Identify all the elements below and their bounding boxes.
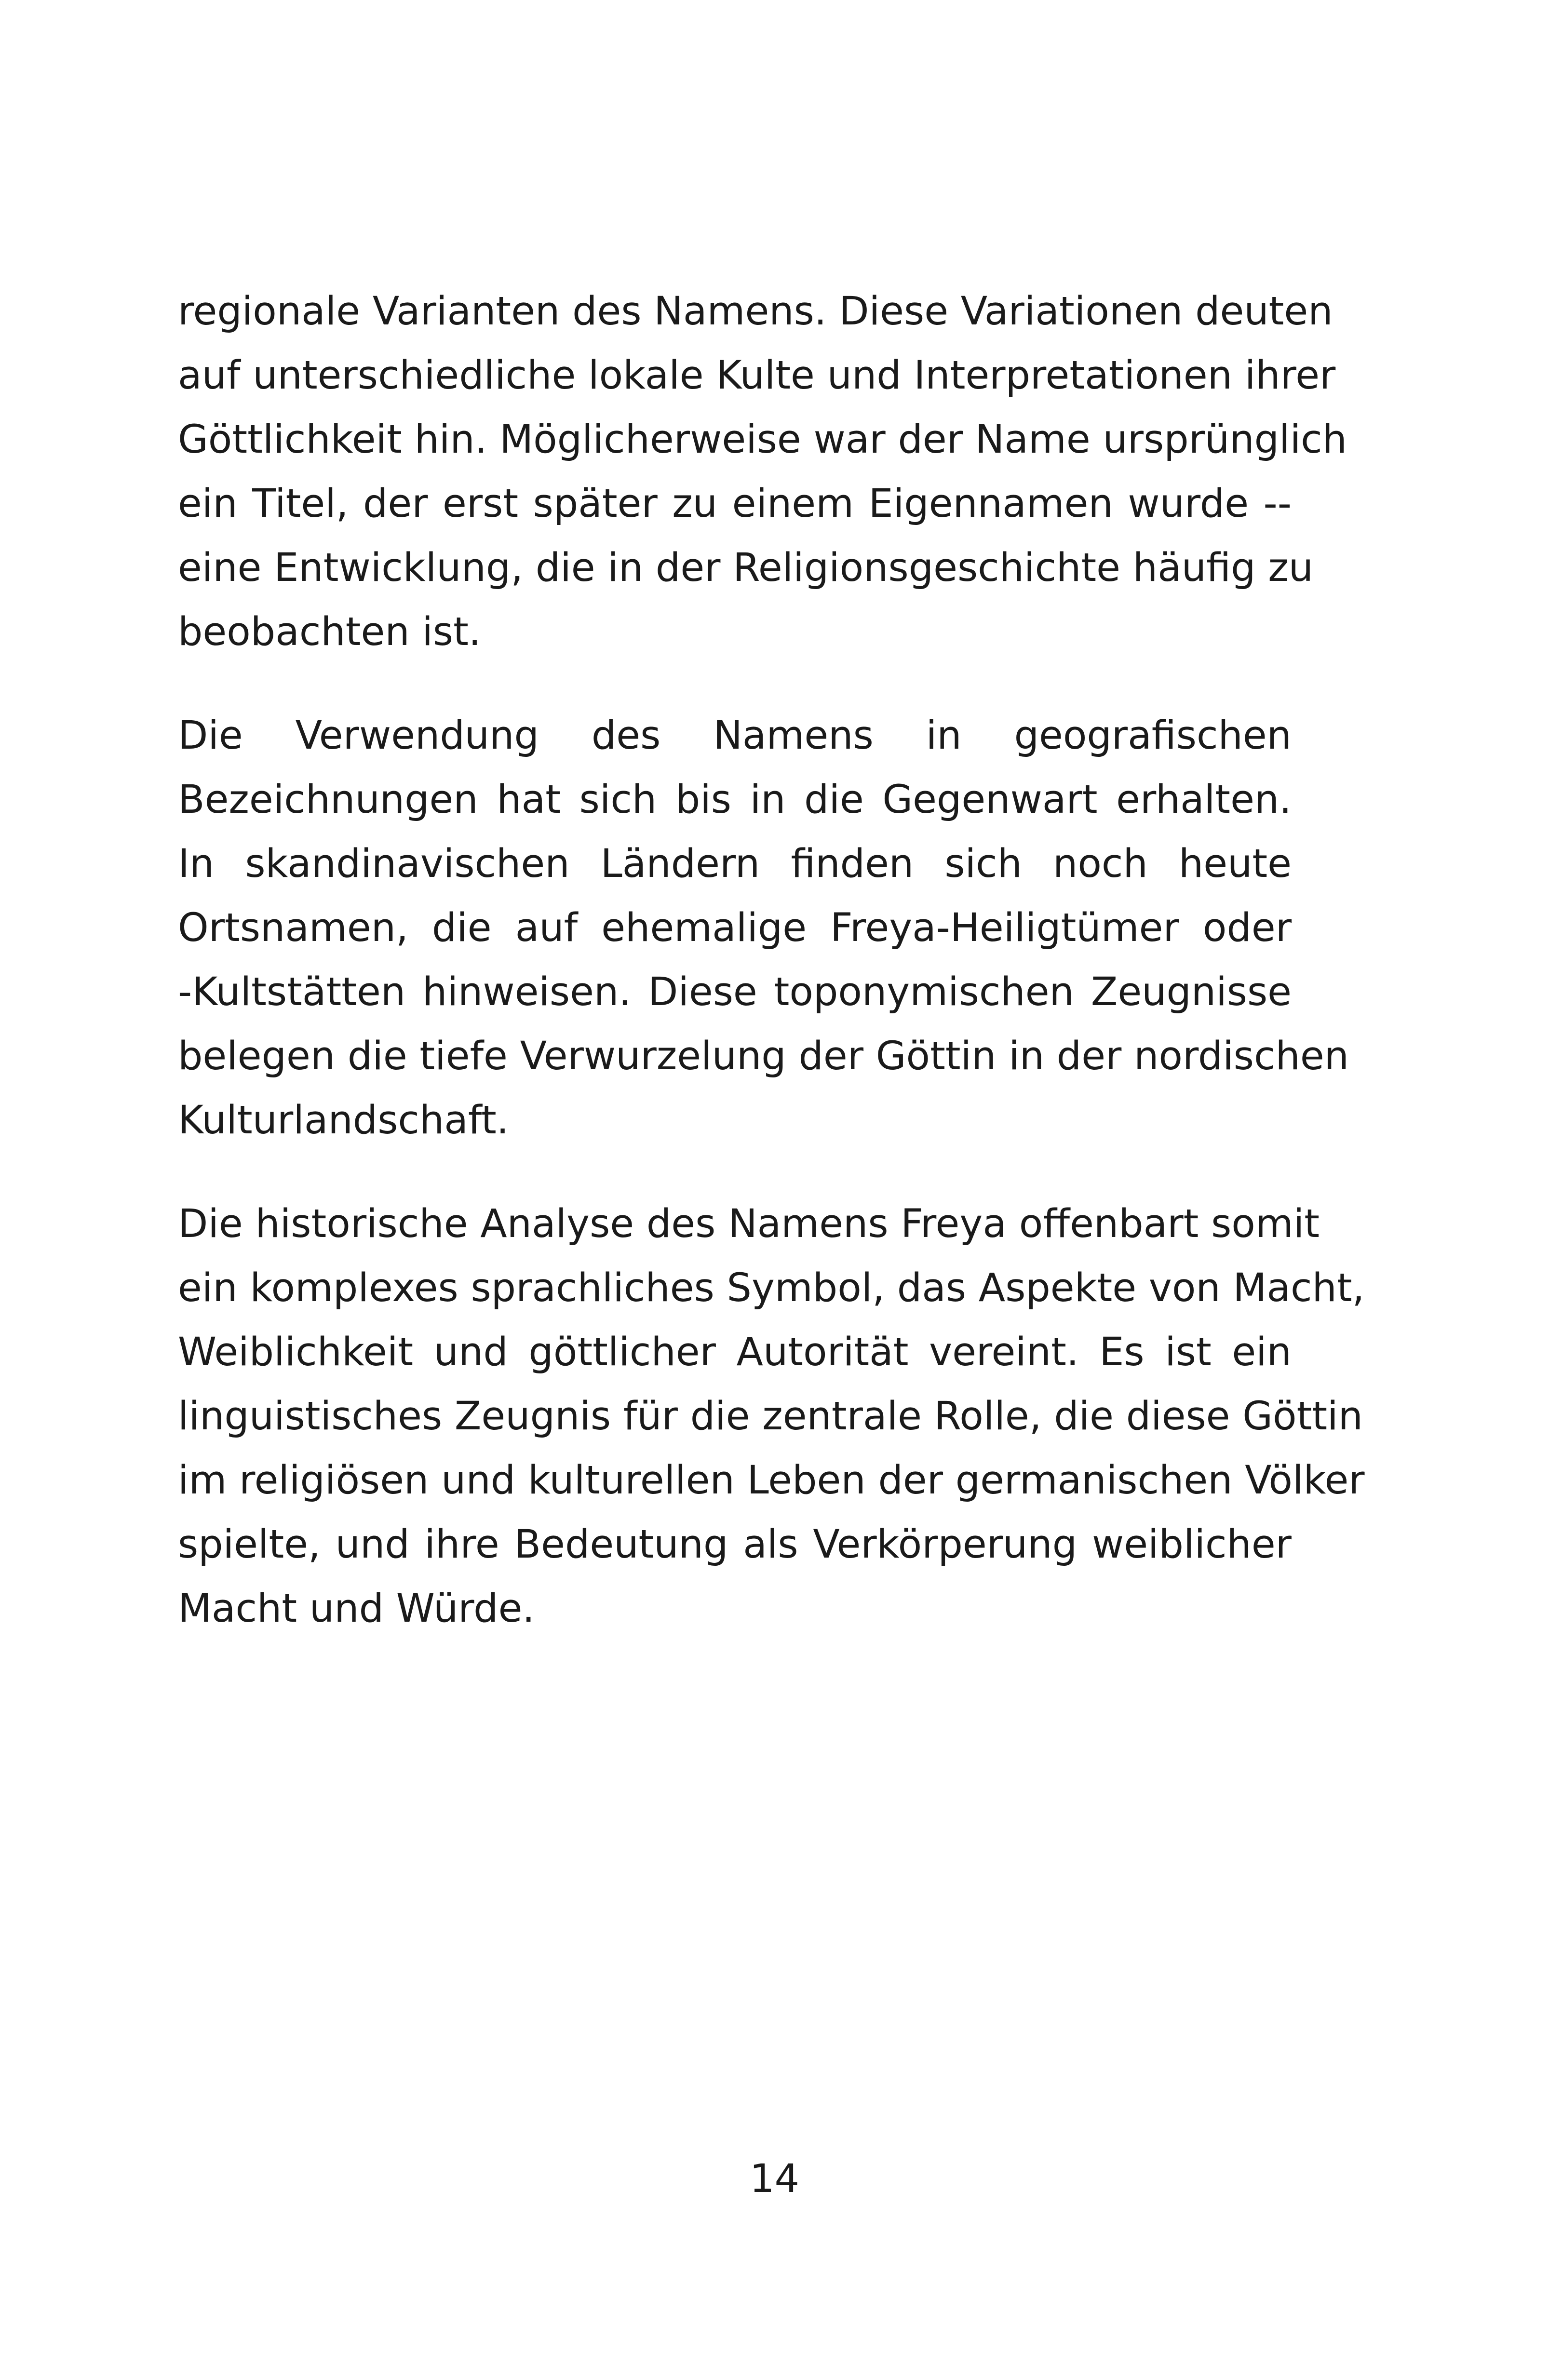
text-line: Die historische Analyse des Namens Freya offenbart somit: [178, 1201, 1320, 1247]
text-line: ein komplexes sprachliches Symbol, das Aspekte von Macht,: [178, 1265, 1365, 1311]
text-line: linguistisches Zeugnis für die zentrale Rolle, die diese Göttin: [178, 1394, 1363, 1439]
text-line: Weiblichkeit und göttlicher Autorität vereint. Es ist ein: [178, 1330, 1292, 1375]
text-line: In skandinavischen Ländern finden sich noch heute: [178, 841, 1292, 887]
paragraph-2: [178, 704, 1349, 1153]
text-line: Macht und Würde.: [178, 1586, 535, 1631]
body-text: [178, 280, 1365, 1681]
text-line: regionale Varianten des Namens. Diese Variationen deuten: [178, 289, 1333, 334]
text-line: ein Titel, der erst später zu einem Eigennamen wurde --: [178, 481, 1292, 526]
text-line: im religiösen und kulturellen Leben der germanischen Völker: [178, 1458, 1365, 1503]
text-line: Bezeichnungen hat sich bis in die Gegenwart erhalten.: [178, 777, 1292, 822]
paragraph-1: [178, 280, 1347, 664]
text-line: beobachten ist.: [178, 609, 481, 655]
text-line: auf unterschiedliche lokale Kulte und Interpretationen ihrer: [178, 353, 1336, 398]
text-line: Ortsnamen, die auf ehemalige Freya-Heiligtümer oder: [178, 905, 1292, 951]
text-line: belegen die tiefe Verwurzelung der Göttin in der nordischen: [178, 1034, 1349, 1079]
text-line: -Kultstätten hinweisen. Diese toponymischen Zeugnisse: [178, 969, 1292, 1015]
text-line: eine Entwicklung, die in der Religionsgeschichte häufig zu: [178, 545, 1314, 591]
text-line: spielte, und ihre Bedeutung als Verkörperung weiblicher: [178, 1522, 1292, 1567]
page-number: 14: [749, 2156, 800, 2202]
paragraph-3: [178, 1192, 1365, 1641]
text-line: Die Verwendung des Namens in geografischen: [178, 713, 1292, 758]
text-line: Kulturlandschaft.: [178, 1098, 509, 1143]
text-line: Göttlichkeit hin. Möglicherweise war der Name ursprünglich: [178, 417, 1347, 462]
